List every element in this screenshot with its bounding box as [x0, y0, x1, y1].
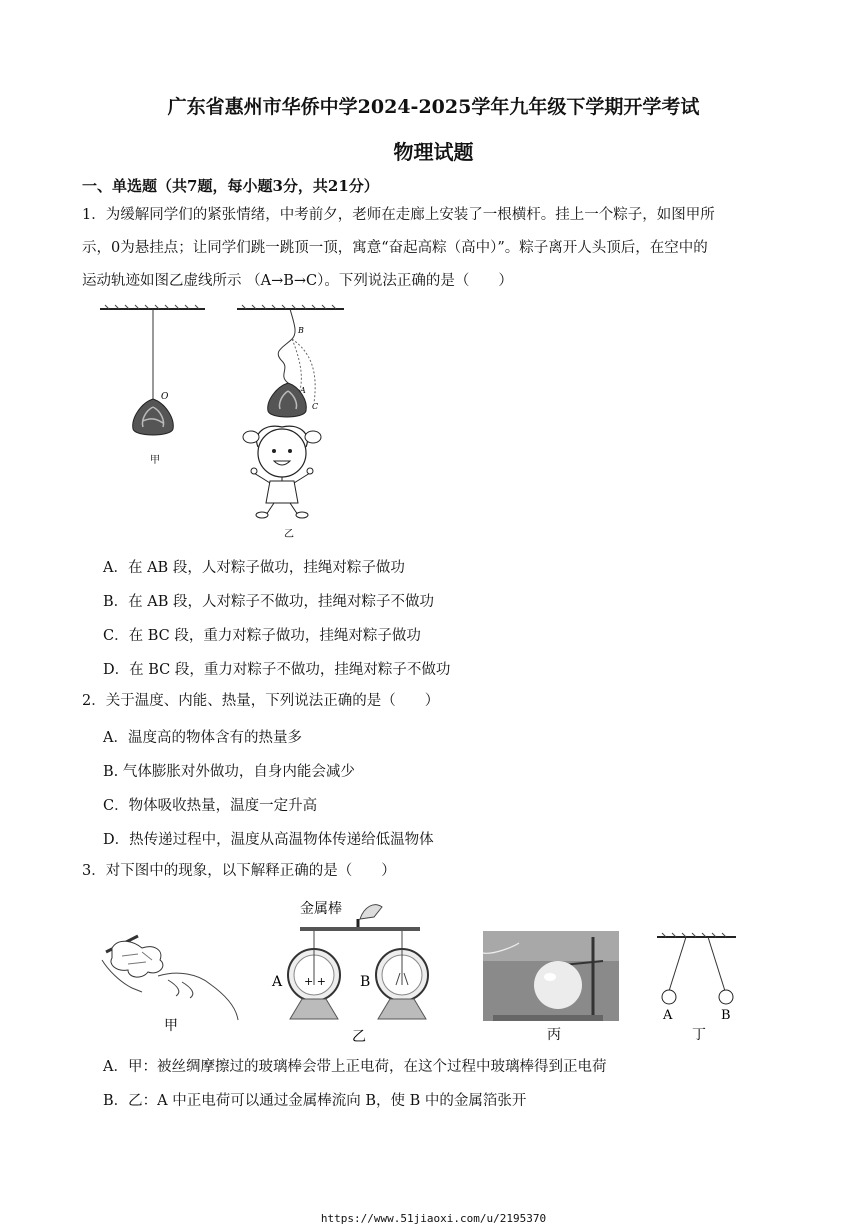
- q1-label-a: A: [300, 386, 306, 395]
- q1-option-c: C．在 BC 段，重力对粽子做功，挂绳对粽子做功: [103, 628, 421, 644]
- q2-option-b: B. 气体膨胀对外做功，自身内能会减少: [103, 764, 355, 780]
- q2-option-d: D．热传递过程中，温度从高温物体传递给低温物体: [103, 832, 434, 848]
- q3-rod-label: 金属棒: [300, 901, 342, 917]
- q1-label-c: C: [312, 402, 319, 411]
- q2-option-c: C．物体吸收热量，温度一定升高: [103, 798, 318, 814]
- footer-url[interactable]: https://www.51jiaoxi.com/u/2195370: [320, 1212, 547, 1225]
- q3-stem: 3．对下图中的现象，以下解释正确的是（ ）: [82, 863, 396, 879]
- q3-option-a: A．甲：被丝绸摩擦过的玻璃棒会带上正电荷，在这个过程中玻璃棒得到正电荷: [103, 1059, 607, 1075]
- q1-caption-yi: 乙: [284, 529, 294, 540]
- q3-plus-signs: + +: [304, 975, 326, 988]
- q1-caption-jia: 甲: [150, 455, 160, 466]
- q3-ding-label-a: A: [663, 1008, 673, 1023]
- q1-figure-jia: [95, 303, 215, 473]
- q1-figure-yi: [232, 303, 362, 543]
- q1-label-o: O: [161, 392, 169, 402]
- q3-label-b: B: [360, 974, 371, 990]
- q3-caption-ding: 丁: [692, 1027, 706, 1043]
- page-title: 广东省惠州市华侨中学2024-2025学年九年级下学期开学考试: [167, 96, 700, 118]
- q3-figure-yi: [270, 893, 455, 1043]
- q1-option-a: A．在 AB 段，人对粽子做功，挂绳对粽子做功: [103, 560, 405, 576]
- q2-option-a: A．温度高的物体含有的热量多: [103, 730, 302, 746]
- q1-stem-line1: 1．为缓解同学们的紧张情绪，中考前夕，老师在走廊上安装了一根横杆。挂上一个粽子，如图甲所: [82, 207, 715, 223]
- q3-figure-jia: [98, 930, 243, 1034]
- q1-option-d: D．在 BC 段，重力对粽子不做功，挂绳对粽子不做功: [103, 662, 451, 678]
- page-subtitle: 物理试题: [393, 140, 474, 164]
- q3-caption-yi: 乙: [352, 1029, 366, 1045]
- q1-option-b: B．在 AB 段，人对粽子不做功，挂绳对粽子不做功: [103, 594, 434, 610]
- q3-option-b: B．乙：A 中正电荷可以通过金属棒流向 B，使 B 中的金属箔张开: [103, 1093, 527, 1109]
- q1-stem-line3: 运动轨迹如图乙虚线所示 （A→B→C）。下列说法正确的是（ ）: [82, 273, 513, 289]
- section-heading: 一、单选题（共7题，每小题3分，共21分）: [82, 177, 379, 195]
- q1-label-b: B: [298, 326, 304, 335]
- q3-caption-jia: 甲: [164, 1018, 178, 1034]
- q3-figure-ding: [652, 931, 742, 1043]
- q3-figure-bing: [483, 931, 619, 1041]
- q3-ding-label-b: B: [721, 1008, 731, 1023]
- q3-label-a: A: [272, 974, 283, 990]
- q1-stem-line2: 示，0为悬挂点；让同学们跳一跳顶一顶，寓意“奋起高粽（高中）”。粽子离开人头顶后，在空中的: [82, 240, 708, 256]
- q2-stem: 2．关于温度、内能、热量，下列说法正确的是（ ）: [82, 693, 440, 709]
- q3-caption-bing: 丙: [547, 1027, 561, 1043]
